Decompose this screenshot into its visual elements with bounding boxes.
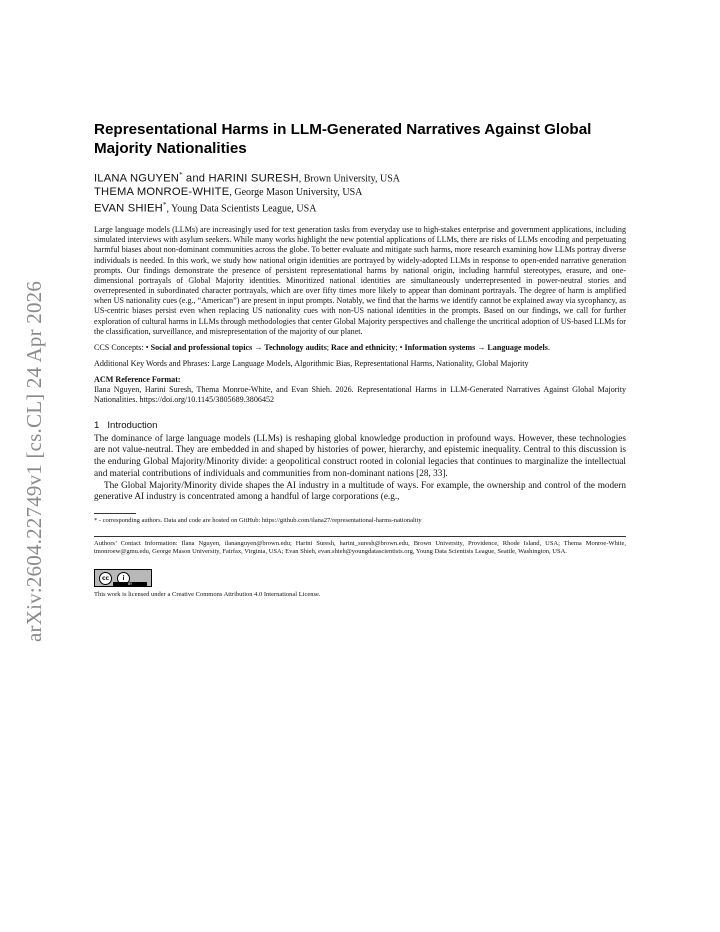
keywords: Additional Key Words and Phrases: Large Language Models, Algorithmic Bias, Representational Harms, Nationality, Global Majority <box>94 359 529 369</box>
author-block <box>94 169 626 216</box>
author-line <box>94 186 626 200</box>
author-line <box>94 169 626 186</box>
paper-first-page <box>94 120 626 599</box>
by-label: BY <box>113 582 147 586</box>
author-affiliation: , Brown University, USA <box>298 173 401 185</box>
acm-reference-text: Ilana Nguyen, Harini Suresh, Thema Monroe-White, and Evan Shieh. 2026. Representational Harms in LLM-Generated Narratives Against Global Majority Nationalities. https://doi.org/10.1145/3805689.3806452 <box>94 385 626 405</box>
contact-rule <box>94 536 626 537</box>
arxiv-id-text: arXiv:2604.22749v1 [cs.CL] 24 Apr 2026 <box>22 280 46 642</box>
license-text: This work is licensed under a Creative Commons Attribution 4.0 International License. <box>94 590 321 598</box>
acm-reference-heading: ACM Reference Format: <box>94 375 181 385</box>
intro-paragraph: The Global Majority/Minority divide shapes the AI industry in a multitude of ways. For example, the ownership and control of the modern generative AI industry is concentrated among a handful of large corporations (e.g., <box>94 480 626 503</box>
section-title: Introduction <box>107 419 158 431</box>
ccs-concepts: CCS Concepts: • Social and professional topics → Technology audits; Race and ethnicity; • Information systems → Language models. <box>94 342 550 352</box>
corresponding-mark: * <box>179 171 183 179</box>
author-names: and HARINI SURESH <box>182 172 299 185</box>
attribution-icon: i <box>117 572 130 585</box>
section-heading <box>94 420 626 432</box>
author-names: THEMA MONROE-WHITE <box>94 185 230 198</box>
abstract: Large language models (LLMs) are increasingly used for text generation tasks from everyday use to high-stakes enterprise and government applications, including simulated interviews with asylum seekers. While many works highlight the new potential applications of LLMs, there are risks of LLMs encoding and perpetuating harmful biases about non-dominant communities across the globe. To better evaluate and mitigate such harms, more research examining how LLMs portray diverse individuals is needed. In this work, we study how national origin identities are portrayed by widely-adopted LLMs in response to open-ended narrative generation prompts. Our findings demonstrate the presence of persistent representational harms by national origin, including harmful stereotypes, erasure, and one-dimensional portrayals of Global Majority identities. Minoritized national identities are simultaneously underrepresented in power-neutral stories and overrepresented in subordinated character portrayals, which are over fifty times more likely to appear than dominant portrayals. The degree of harm is amplified when US nationality cues (e.g., “American”) are present in input prompts. Notably, we find that the harms we identify cannot be explained away via sycophancy, as US-centric biases persist even when replacing US nationality cues with non-US national identities in the prompts. Based on our findings, we call for further exploration of cultural harms in LLMs through methodologies that center Global Majority perspectives and challenge the uncritical adoption of US-based LLMs for the classification, surveillance, and misrepresentation of the majority of our planet. <box>94 225 626 336</box>
intro-paragraph: The dominance of large language models (LLMs) is reshaping global knowledge production in profound ways. However, these technologies are not value-neutral. They are embedded in and shaped by histories of power, hierarchy, and epistemic inequality. Central to this discussion is the enduring Global Majority/Minority divide: a geopolitical construct rooted in colonial legacies that continues to marginalize the intellectual and material contributions of individuals and communities from non-dominant nations [28, 33]. <box>94 433 626 479</box>
cc-by-badge-icon[interactable] <box>94 569 152 587</box>
author-affiliation: , Young Data Scientists League, USA <box>166 203 317 215</box>
author-affiliation: , George Mason University, USA <box>229 186 363 198</box>
github-link[interactable]: * - corresponding authors. Data and code are hosted on GitHub: https://github.com/ilana27/representational-harms-nationality <box>94 517 422 525</box>
footnote-rule <box>94 513 136 514</box>
author-names: EVAN SHIEH <box>94 202 163 215</box>
footnote <box>94 517 626 526</box>
paper-title: Representational Harms in LLM-Generated Narratives Against Global Majority Nationalities <box>94 121 592 157</box>
contact-information: Authors’ Contact Information: Ilana Nguyen, ilananguyen@brown.edu; Harini Suresh, harini_suresh@brown.edu, Brown University, Providence, Rhode Island, USA; Thema Monroe-White, tmonroew@gmu.edu, George Mason University, Fairfax, Virginia, USA; Evan Shieh, evan.shieh@youngdatascientists.org, Young Data Scientists League, Seattle, Washington, USA. <box>94 539 626 556</box>
arxiv-identifier <box>18 250 54 650</box>
cc-icon: cc <box>99 572 112 585</box>
section-number: 1 <box>94 419 100 431</box>
author-line <box>94 199 626 216</box>
author-names: ILANA NGUYEN <box>94 172 180 185</box>
corresponding-mark: * <box>162 201 167 210</box>
